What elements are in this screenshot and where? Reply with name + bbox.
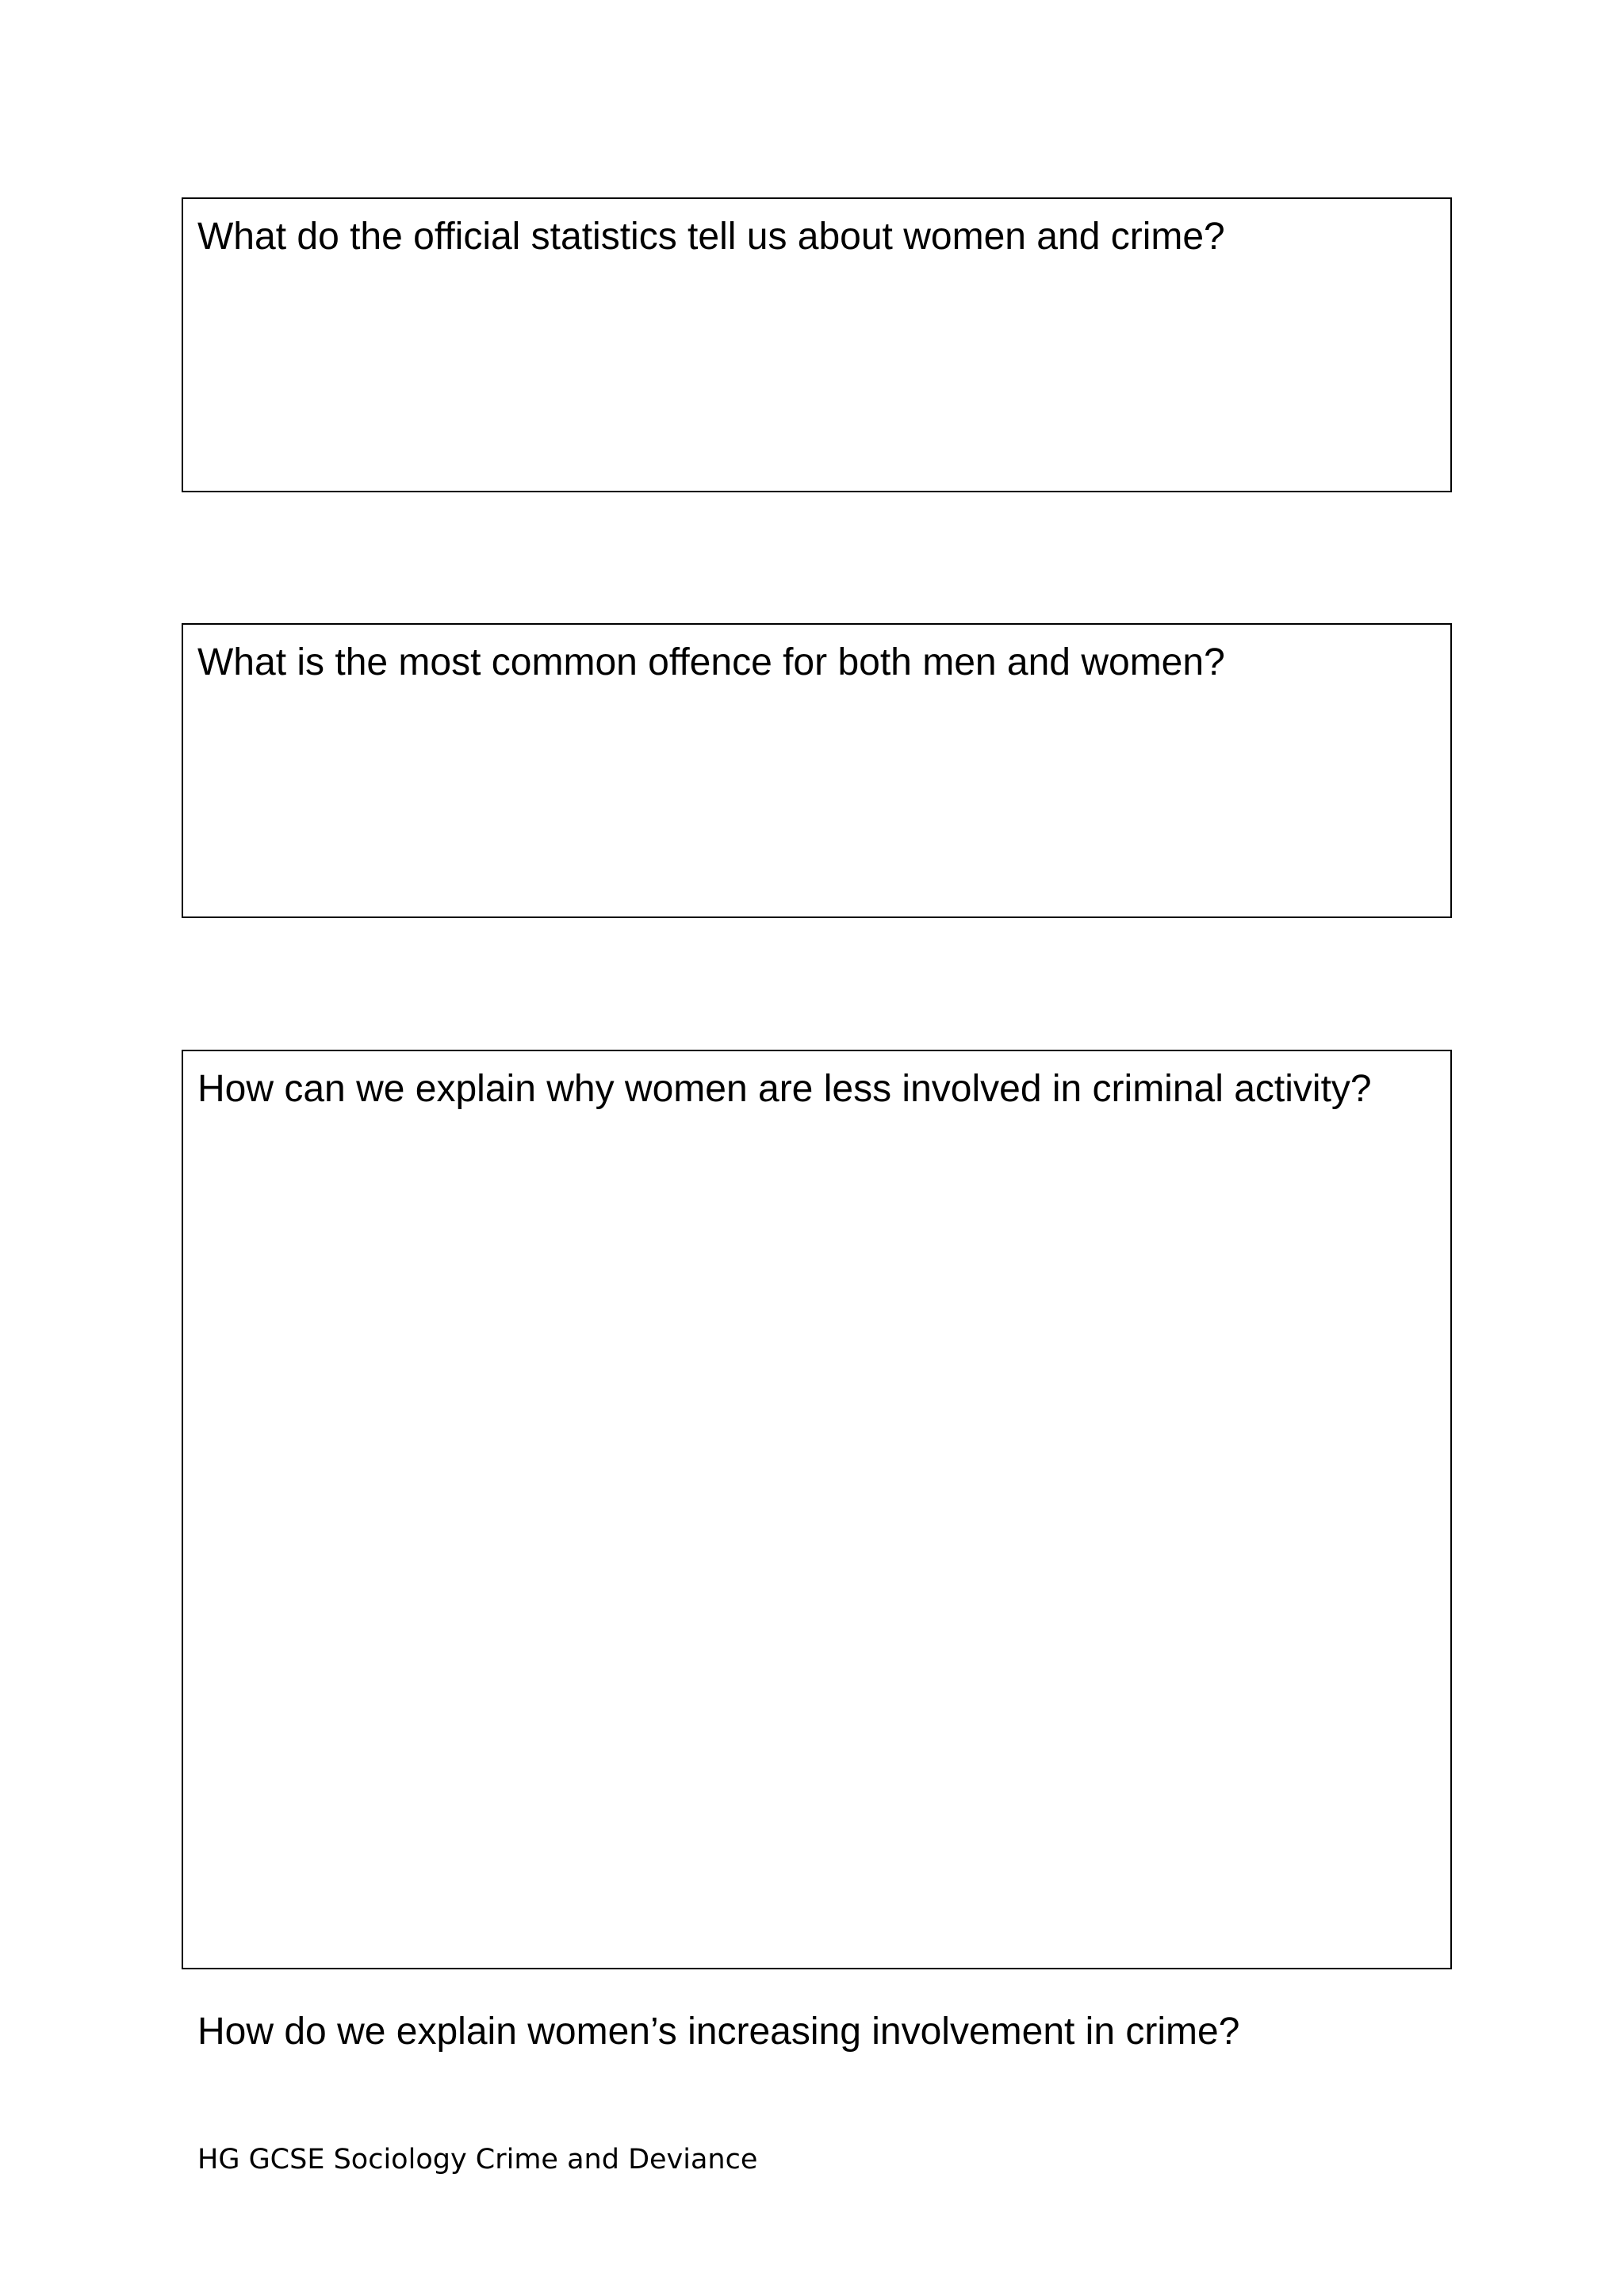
question-increasing-involvement: How do we explain women’s increasing involvement in crime? <box>197 2011 1240 2053</box>
answer-box-common-offence[interactable] <box>182 623 1452 918</box>
question-official-statistics: What do the official statistics tell us about women and crime? <box>197 216 1225 258</box>
question-common-offence: What is the most common offence for both men and women? <box>197 641 1225 683</box>
question-less-involved: How can we explain why women are less involved in criminal activity? <box>197 1068 1372 1110</box>
answer-box-less-involved[interactable] <box>182 1050 1452 1969</box>
page-footer: HG GCSE Sociology Crime and Deviance <box>197 2144 758 2175</box>
answer-box-official-statistics[interactable] <box>182 197 1452 492</box>
